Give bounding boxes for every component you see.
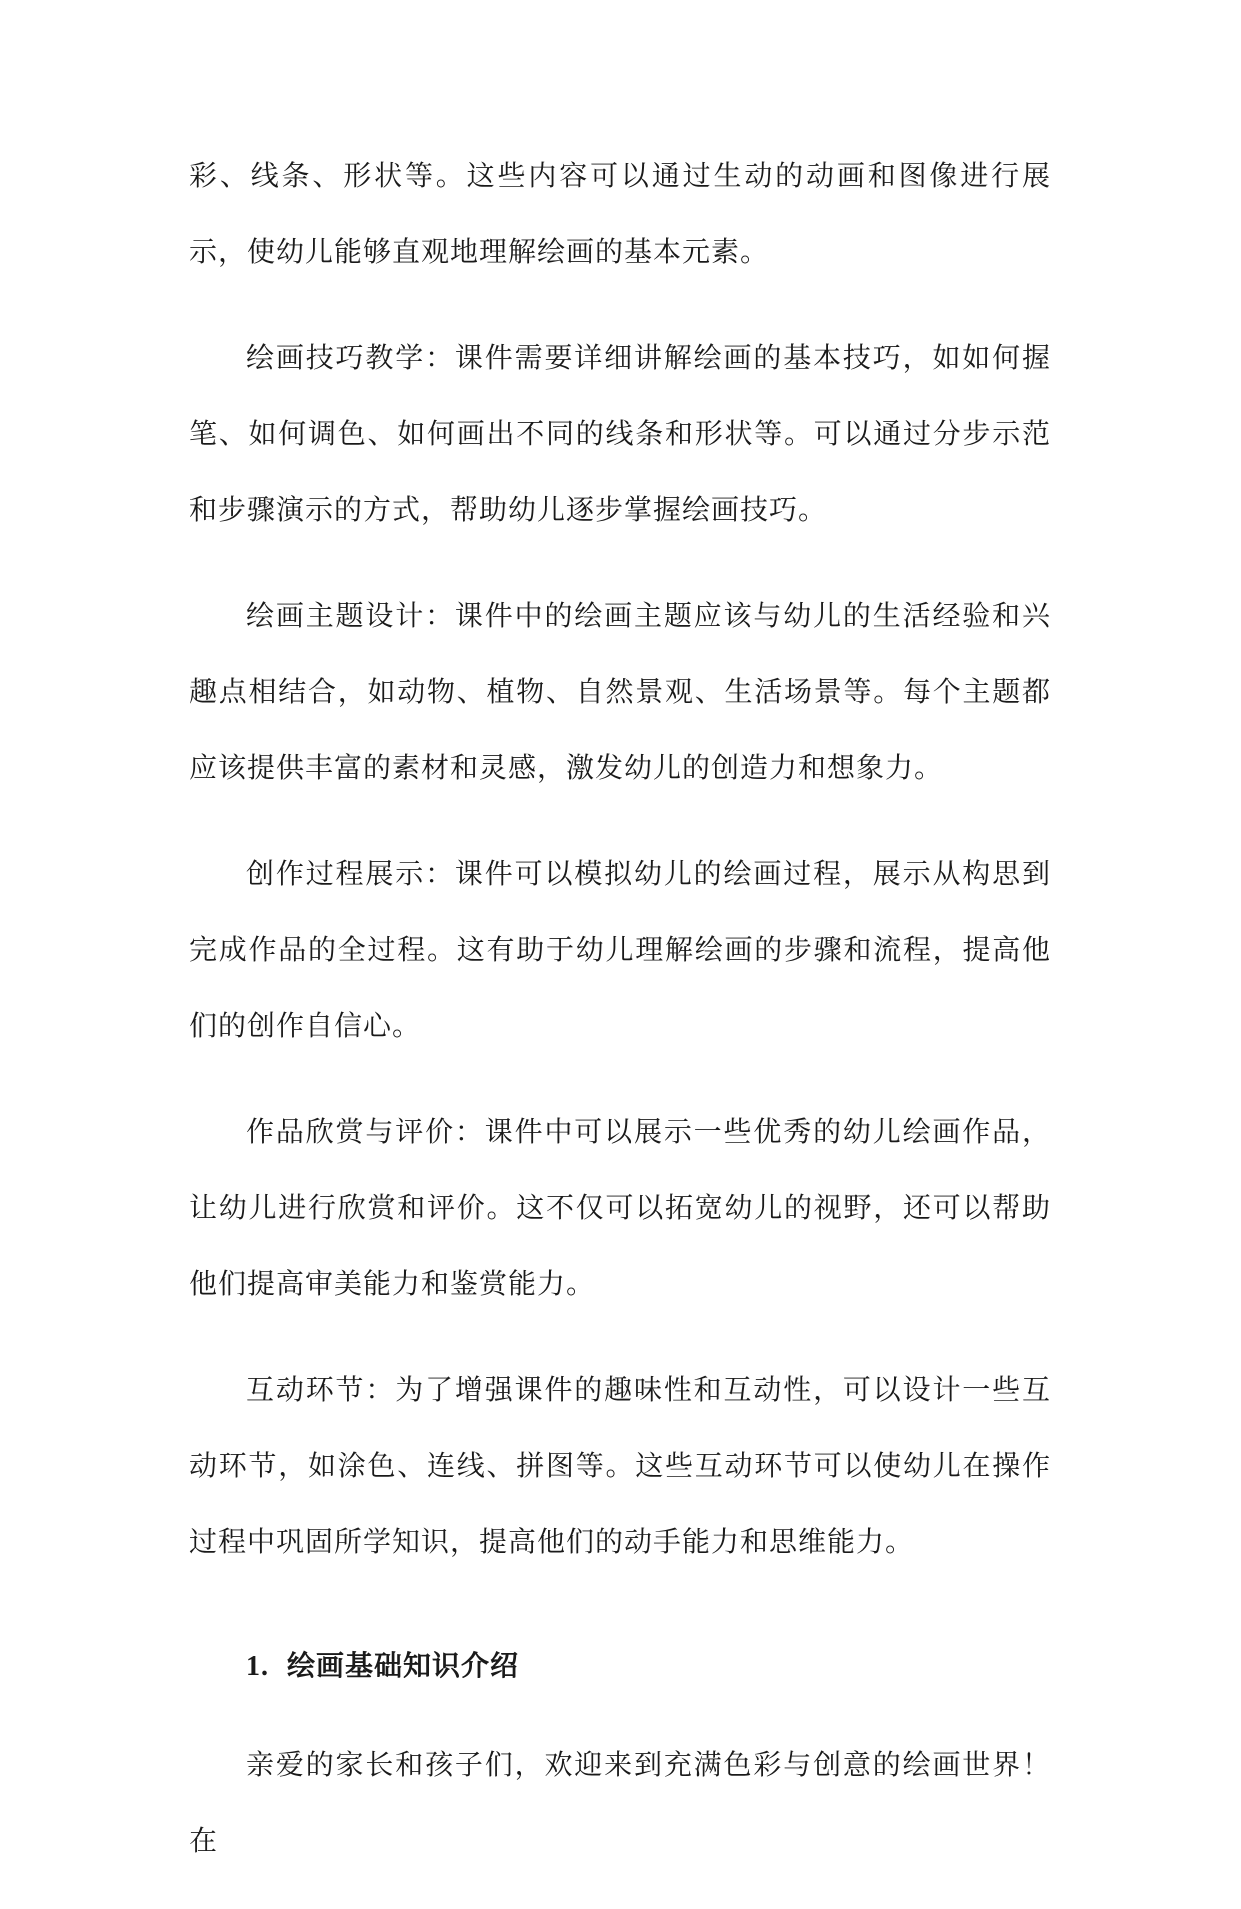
paragraph-continued: 彩、线条、形状等。这些内容可以通过生动的动画和图像进行展示，使幼儿能够直观地理解绘画的基本元素。 (189, 159, 1051, 268)
paragraph-creation-process: 创作过程展示：课件可以模拟幼儿的绘画过程，展示从构思到完成作品的全过程。这有助于幼儿理解绘画的步骤和流程，提高他们的创作自信心。 (189, 857, 1051, 1042)
section-heading (189, 1636, 1051, 1697)
paragraph-intro: 亲爱的家长和孩子们，欢迎来到充满色彩与创意的绘画世界！在 (189, 1748, 1051, 1857)
paragraph-painting-theme: 绘画主题设计：课件中的绘画主题应该与幼儿的生活经验和兴趣点相结合，如动物、植物、自然景观、生活场景等。每个主题都应该提供丰富的素材和灵感，激发幼儿的创造力和想象力。 (189, 599, 1051, 784)
section-title: 绘画基础知识介绍 (287, 1649, 520, 1682)
section-number: 1. (246, 1651, 269, 1682)
document-body (189, 138, 1051, 1909)
paragraph-interaction: 互动环节：为了增强课件的趣味性和互动性，可以设计一些互动环节，如涂色、连线、拼图等。这些互动环节可以使幼儿在操作过程中巩固所学知识，提高他们的动手能力和思维能力。 (189, 1373, 1051, 1558)
paragraph-painting-technique: 绘画技巧教学：课件需要详细讲解绘画的基本技巧，如如何握笔、如何调色、如何画出不同的线条和形状等。可以通过分步示范和步骤演示的方式，帮助幼儿逐步掌握绘画技巧。 (189, 341, 1051, 526)
paragraph-work-appreciation: 作品欣赏与评价：课件中可以展示一些优秀的幼儿绘画作品，让幼儿进行欣赏和评价。这不仅可以拓宽幼儿的视野，还可以帮助他们提高审美能力和鉴赏能力。 (189, 1115, 1051, 1300)
